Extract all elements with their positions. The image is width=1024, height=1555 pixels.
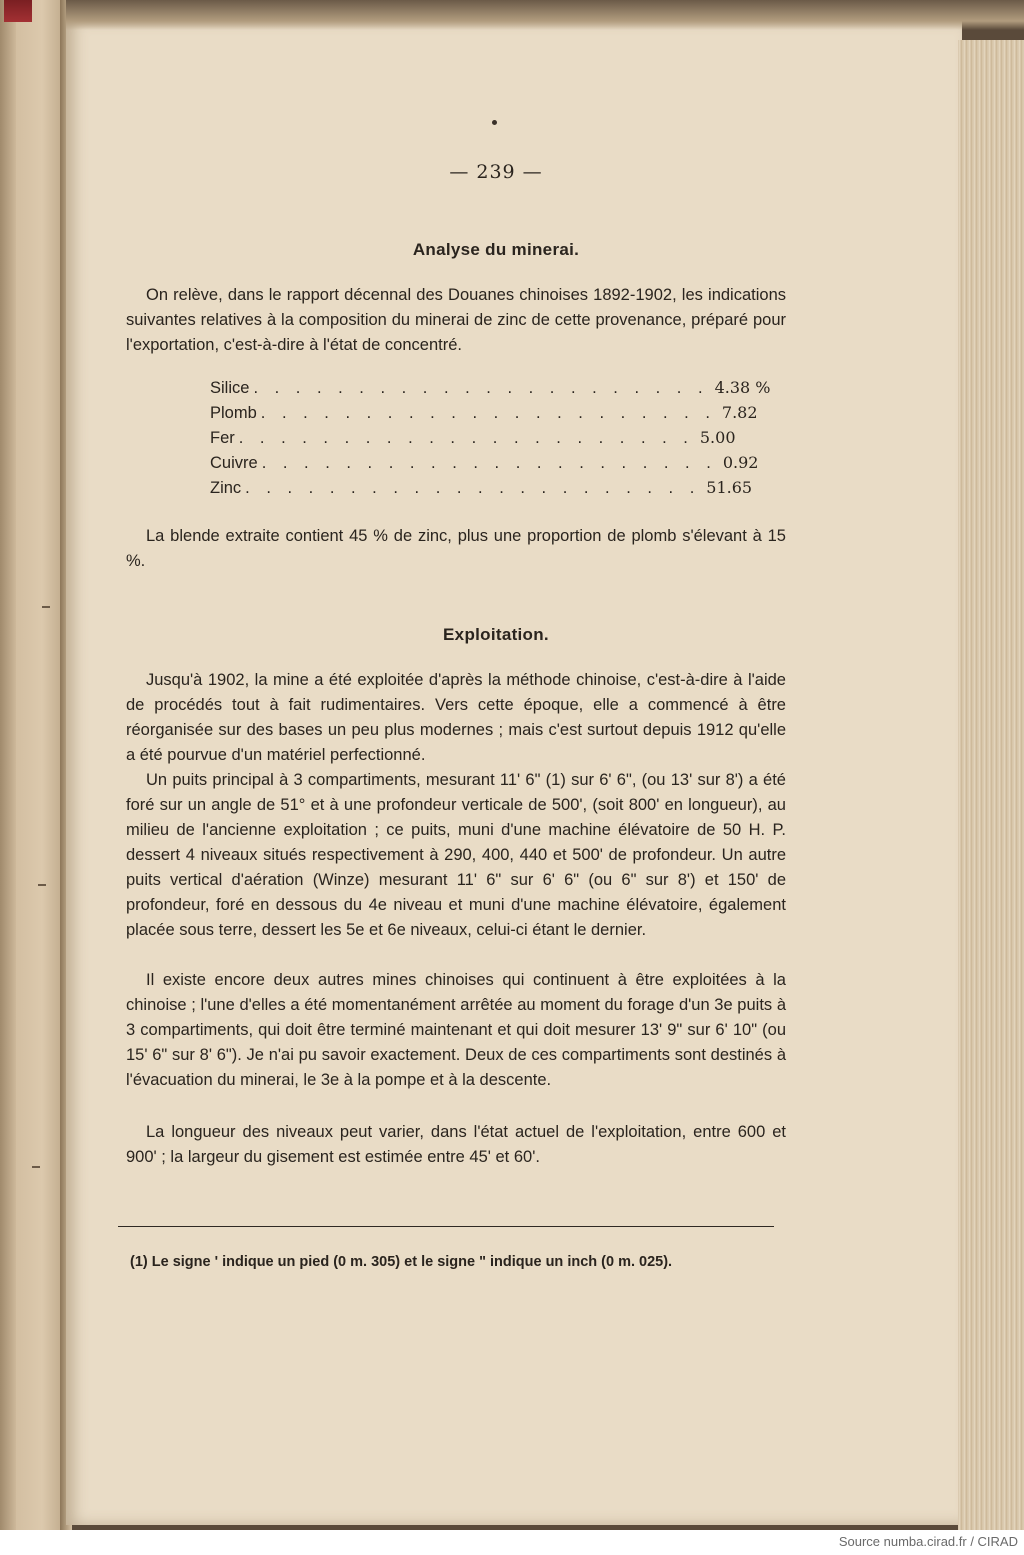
paragraph-exploitation-3: Il existe encore deux autres mines chinoises qui continuent à être exploitées à la chinoise ; l'une d'elles a été momentanément arrêtée au moment du forage d'un 3e puits à 3 compartiments, qui doit être terminé maintenant et qui doit mesurer 13' 9" sur 6' 10" (ou 15' 6" sur 8' 6"). Je n'ai pu savoir exactement. Deux de ces compartiments sont destinés à l'évacuation du minerai, le 3e à la pompe et à la descente. [126,971,786,1089]
footnote-rule [118,1226,774,1227]
paragraph-exploitation-4: La longueur des niveaux peut varier, dans l'état actuel de l'exploitation, entre 600 et 900' ; la largeur du gisement est estimée entre 45' et 60'. [126,1123,786,1166]
composition-value: 5.00 [699,428,736,447]
composition-row [210,425,736,450]
composition-value: 51.65 [706,478,753,497]
composition-value: 7.82 [721,403,758,422]
composition-label: Fer [210,429,235,447]
composition-row [210,450,759,475]
footnote: (1) Le signe ' indique un pied (0 m. 305) et le signe " indique un inch (0 m. 025). [130,1254,673,1270]
composition-value: 4.38 % [714,378,771,397]
composition-label: Zinc [210,479,242,497]
dot-leader: . . . . . . . . . . . . . . . . . . . . . . [238,429,694,447]
dot-leader: . . . . . . . . . . . . . . . . . . . . . . [245,479,701,497]
dot-leader: . . . . . . . . . . . . . . . . . . . . . . [260,404,716,422]
page-number: — 239 — [449,161,543,183]
book-spine-edge [0,0,16,1530]
composition-row [210,475,753,500]
page-stack-edges [958,40,1024,1530]
paragraph-blende: La blende extraite contient 45 % de zinc, plus une proportion de plomb s'élevant à 15 %. [126,527,786,570]
ink-dot [492,120,497,125]
paragraph-exploitation-2: Un puits principal à 3 compartiments, mesurant 11' 6" (1) sur 6' 6", (ou 13' sur 8') a été foré sur un angle de 51° et à une profondeur verticale de 500', (soit 800' en longueur), au milieu de l'ancienne exploitation ; ce puits, muni d'une machine élévatoire de 50 H. P. dessert 4 niveaux situés respectivement à 290, 400, 440 et 500' de profondeur. Un autre puits vertical d'aération (Winze) mesurant 11' 6" sur 6' 6" (ou 6" sur 8') et 150' de profondeur, foré en dessous du 4e niveau et muni d'une machine élévatoire, également placée sous terre, dessert les 5e et 6e niveaux, celui-ci étant le dernier. [126,771,786,939]
composition-label: Cuivre [210,454,258,472]
dot-leader: . . . . . . . . . . . . . . . . . . . . . . [253,379,709,397]
section-title-exploitation: Exploitation. [443,625,549,644]
bookmark-ribbon [4,0,32,22]
top-shadow [66,0,1024,30]
composition-row [210,375,771,400]
margin-mark [42,606,50,608]
dot-leader: . . . . . . . . . . . . . . . . . . . . . . [261,454,717,472]
margin-mark [38,884,46,886]
composition-label: Plomb [210,404,257,422]
composition-table [210,375,771,500]
paragraph-intro: On relève, dans le rapport décennal des Douanes chinoises 1892-1902, les indications suivantes relatives à la composition du minerai de zinc de cette provenance, préparé pour l'exportation, c'est-à-dire à l'état de concentré. [126,286,786,354]
section-title-analyse: Analyse du minerai. [412,240,580,259]
composition-row [210,400,758,425]
source-credit: Source numba.cirad.fr / CIRAD [838,1534,1018,1549]
paragraph-exploitation-1: Jusqu'à 1902, la mine a été exploitée d'après la méthode chinoise, c'est-à-dire à l'aide de procédés tout à fait rudimentaires. Vers cette époque, elle a commencé à être réorganisée sur des bases un peu plus modernes ; mais c'est surtout depuis 1912 qu'elle a été pourvue d'un matériel perfectionné. [126,671,786,764]
margin-mark [32,1166,40,1168]
composition-label: Silice [210,379,250,397]
composition-value: 0.92 [722,453,759,472]
